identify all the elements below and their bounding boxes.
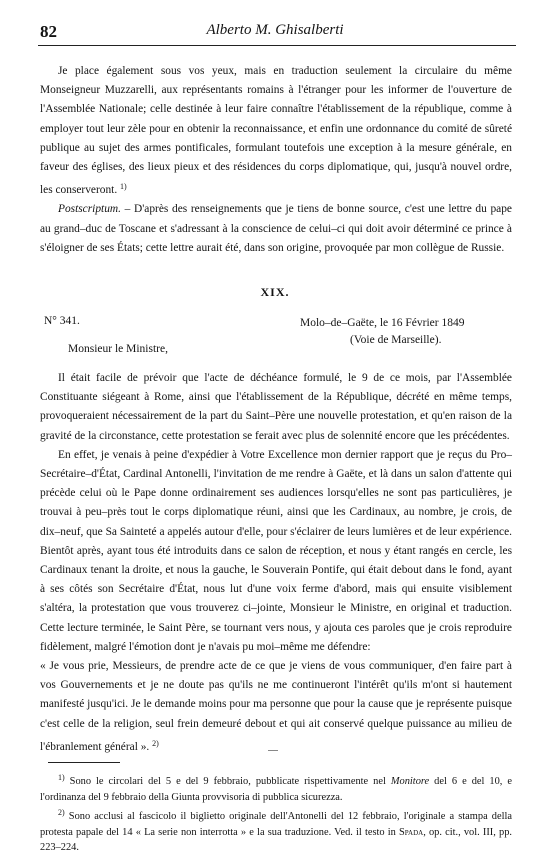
letter-number-heading: XIX. bbox=[260, 285, 290, 299]
page-number: 82 bbox=[40, 22, 57, 41]
footnote-2: $^{2)}$ Sono acclusi al fascicolo il biglietto originale dell'Antonelli del 12 febbraio, l'originale a stampa della protesta papale del 14 « La serie non interrotta » e la sua traduzione. Ved. il testo in Spada, op. cit., vol. III, pp. 223–224. bbox=[40, 808, 513, 853]
previous-letter-ending bbox=[40, 62, 512, 258]
footnote-ref-2: 2) bbox=[152, 738, 159, 748]
footnotes bbox=[40, 770, 512, 856]
place-and-date bbox=[300, 315, 464, 349]
salutation: Monsieur le Ministre, bbox=[68, 343, 168, 355]
running-header bbox=[40, 22, 510, 44]
footnote-1: $^{1)}$ Sono le circolari del 5 e del 9 febbraio, pubblicate rispettivamente nel Monitore del 6 e del 10, e l'ordinanza del 9 febbraio della Giunta provvisoria di pubblica sicurezza. bbox=[40, 773, 513, 803]
postscript-label: Postscriptum. bbox=[58, 203, 121, 216]
postscript-paragraph: Postscriptum. – D'après des renseignements que je tiens de bonne source, c'est une lettre du pape au grand–duc de Toscane et s'adressant à la conscience de celui–ci qui doit avoir déterminé ce prince à s'éloigner de ses États; cette lettre aurait été, dans son origine, provoquée par mon collègue de Russie. bbox=[40, 203, 512, 254]
dispatch-number: N° 341. bbox=[44, 315, 80, 327]
place-date-line: Molo–de–Gaëte, le 16 Février 1849 bbox=[300, 317, 465, 329]
route-note: (Voie de Marseille). bbox=[350, 334, 442, 346]
running-title: Alberto M. Ghisalberti bbox=[206, 22, 344, 38]
pope-quotation: « Je vous prie, Messieurs, de prendre acte de ce que je viens de vous communiquer, d'en faire part à vos Gouvernements et je ne doute pas qu'ils ne me continueront l'intérêt qu'ils m'ont si hautement manifesté jusqu'ici. Je le demande moins pour ma personne que pour la cause que je représente puisque c'est celle de la religion, seul frein demeuré debout et qui ait conservé quelque puissance au milieu de l'ébranlement général ». $^{2)}$ bbox=[40, 660, 512, 753]
letter-paragraph-2: En effet, je venais à peine d'expédier à Votre Excellence mon dernier rapport que je reçus du Pro–Secrétaire–d'État, Cardinal Antonelli, l'invitation de me rendre à Gaëte, et là dans un salon d'attente qui précède celui où le Pape donne ordinairement ses audiences lorsqu'elles ne sont pas particulières, je trouvai à peu–près tout le corps diplomatique réuni, ainsi que les Cardinaux, au nombre, je crois, de dix–neuf, que Sa Sainteté a appelés autour d'elle, pour s'éclairer de leurs lumières et de leur expérience. Bientôt après, ayant tous été introduits dans ce salon de réception, et nous y étant rangés en cercle, les Cardinaux tenant la droite, et nous la gauche, le Souverain Pontife, qui était debout dans le fond, ayant à ses côtés son Secrétaire d'État, nous lut d'une voix ferme d'abord, mais qui ensuite visiblement s'altéra, la protestation que vous trouverez ci–jointe, Monsieur le Ministre, en original et traduction. Cette lecture terminée, le Saint Père, se tournant vers nous, y ajouta ces paroles que je crois reproduire fidèlement, malgré l'émotion dont je n'avais pu moi–même me défendre: bbox=[40, 448, 512, 653]
signature-mark bbox=[268, 750, 278, 751]
closing-paragraph: Je place également sous vos yeux, mais en traduction seulement la circulaire du même Monseigneur Muzzarelli, aux représentants romains à l'étranger pour les informer de l'ouverture de l'Assemblée Nationale; celle destinée à leur faire connaître l'établissement de la république, comme à employer tout leur zèle pour en obtenir la reconnaissance, et enfin une ordonnance du comité de sûreté publique au sujet des armes pontificales, formulant toutefois une exception à la mesure générale, en faveur des églises, des lieux pieux et des résidences du corps diplomatique, qui, jusqu'à nouvel ordre, les conserveront. $^{1)}$ bbox=[40, 65, 512, 197]
footnote-rule bbox=[48, 762, 120, 763]
header-rule bbox=[38, 45, 516, 46]
letter-paragraph-1: Il était facile de prévoir que l'acte de déchéance formulé, le 9 de ce mois, par l'Assemblée Constituante siégeant à Rome, ainsi que l'établissement de la République, décrété en même temps, provoqueraient nécessairement de la part du Saint–Père une nouvelle protestation, et qu'en raison de la gravité de la circonstance, cette protestation se ferait avec plus de solennité encore que les précédentes. bbox=[40, 372, 512, 442]
footnote-ref-1: 1) bbox=[120, 182, 127, 192]
letter-body bbox=[40, 369, 512, 757]
